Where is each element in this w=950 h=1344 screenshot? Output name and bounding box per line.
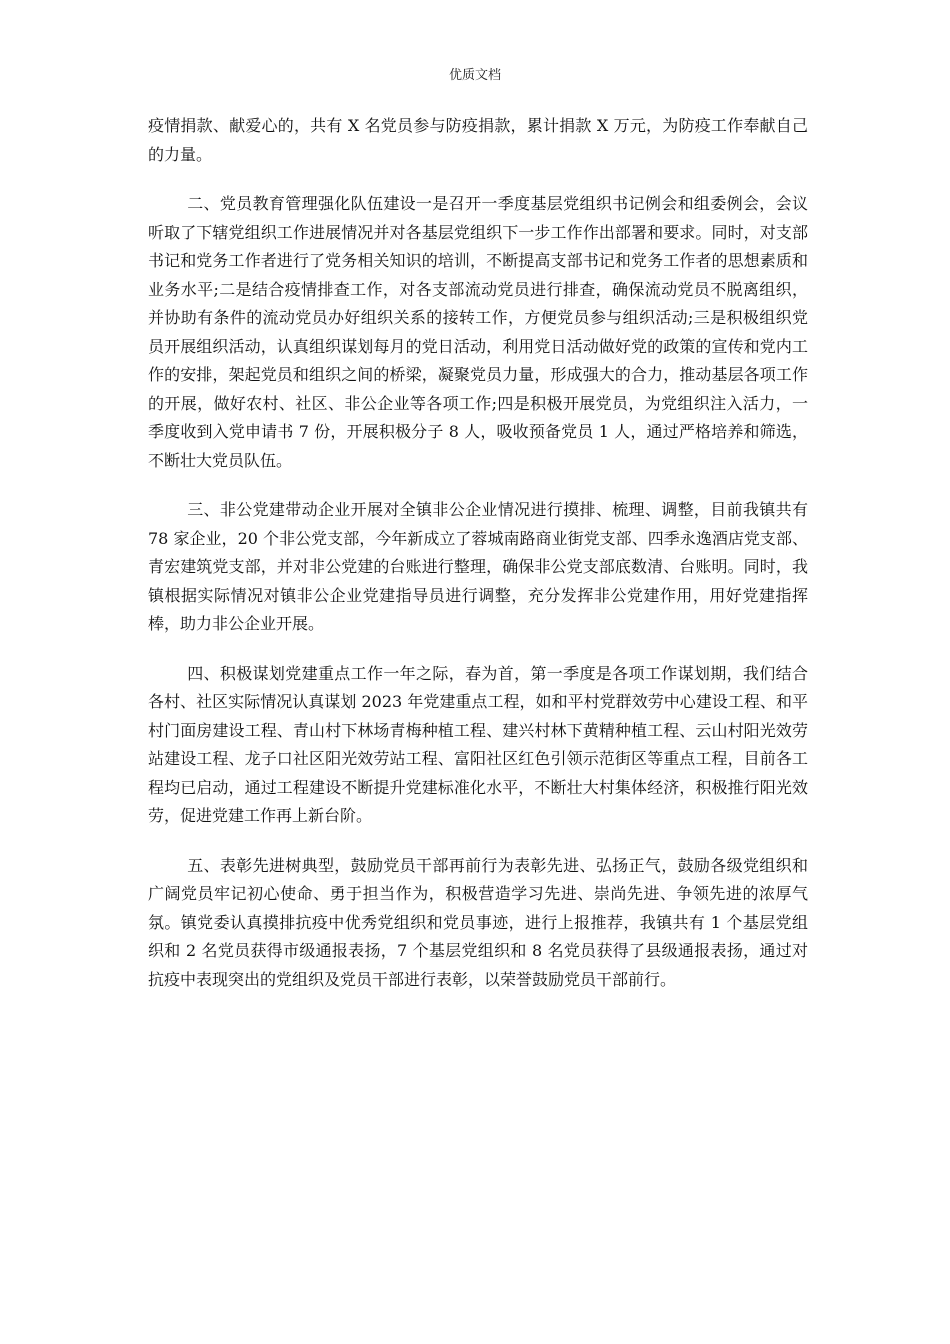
paragraph-continuation: 疫情捐款、献爱心的，共有 X 名党员参与防疫捐款，累计捐款 X 万元，为防疫工作奉献自己的力量。 xyxy=(148,116,808,164)
paragraph-section-2: 二、党员教育管理强化队伍建设一是召开一季度基层党组织书记例会和组委例会，会议听取了下辖党组织工作进展情况并对各基层党组织下一步工作作出部署和要求。同时，对支部书记和党务工作者进行了党务相关知识的培训，不断提高支部书记和党务工作者的思想素质和业务水平;二是结合疫情排查工作，对各支部流动党员进行排查，确保流动党员不脱离组织，并协助有条件的流动党员办好组织关系的接转工作，方便党员参与组织活动;三是积极组织党员开展组织活动，认真组织谋划每月的党日活动，利用党日活动做好党的政策的宣传和党内工作的安排，架起党员和组织之间的桥梁，凝聚党员力量，形成强大的合力，推动基层各项工作的开展，做好农村、社区、非公企业等各项工作;四是积极开展党员，为党组织注入活力，一季度收到入党申请书 7 份，开展积极分子 8 人，吸收预备党员 1 人，通过严格培养和筛选，不断壮大党员队伍。 xyxy=(148,194,808,470)
document-body xyxy=(148,112,808,1015)
paragraph-section-5: 五、表彰先进树典型，鼓励党员干部再前行为表彰先进、弘扬正气，鼓励各级党组织和广阔党员牢记初心使命、勇于担当作为，积极营造学习先进、崇尚先进、争领先进的浓厚气氛。镇党委认真摸排抗疫中优秀党组织和党员事迹，进行上报推荐，我镇共有 1 个基层党组织和 2 名党员获得市级通报表扬，7 个基层党组织和 8 名党员获得了县级通报表扬，通过对抗疫中表现突出的党组织及党员干部进行表彰，以荣誉鼓励党员干部前行。 xyxy=(148,855,808,989)
page-header: 优质文档 xyxy=(448,68,501,83)
paragraph-section-3: 三、非公党建带动企业开展对全镇非公企业情况进行摸排、梳理、调整，目前我镇共有 78 家企业，20 个非公党支部，今年新成立了蓉城南路商业街党支部、四季永逸酒店党支部、青宏建筑党支部，并对非公党建的台账进行整理，确保非公党支部底数清、台账明。同时，我镇根据实际情况对镇非公企业党建指导员进行调整，充分发挥非公党建作用，用好党建指挥棒，助力非公企业开展。 xyxy=(148,500,808,633)
paragraph-section-4: 四、积极谋划党建重点工作一年之际，春为首，第一季度是各项工作谋划期，我们结合各村、社区实际情况认真谋划 2023 年党建重点工程，如和平村党群效劳中心建设工程、和平村门面房建设工程、青山村下林场青梅种植工程、建兴村林下黄精种植工程、云山村阳光效劳站建设工程、龙子口社区阳光效劳站工程、富阳社区红色引领示范街区等重点工程，目前各工程均已启动，通过工程建设不断提升党建标准化水平，不断壮大村集体经济，积极推行阳光效劳，促进党建工作再上新台阶。 xyxy=(148,663,808,825)
